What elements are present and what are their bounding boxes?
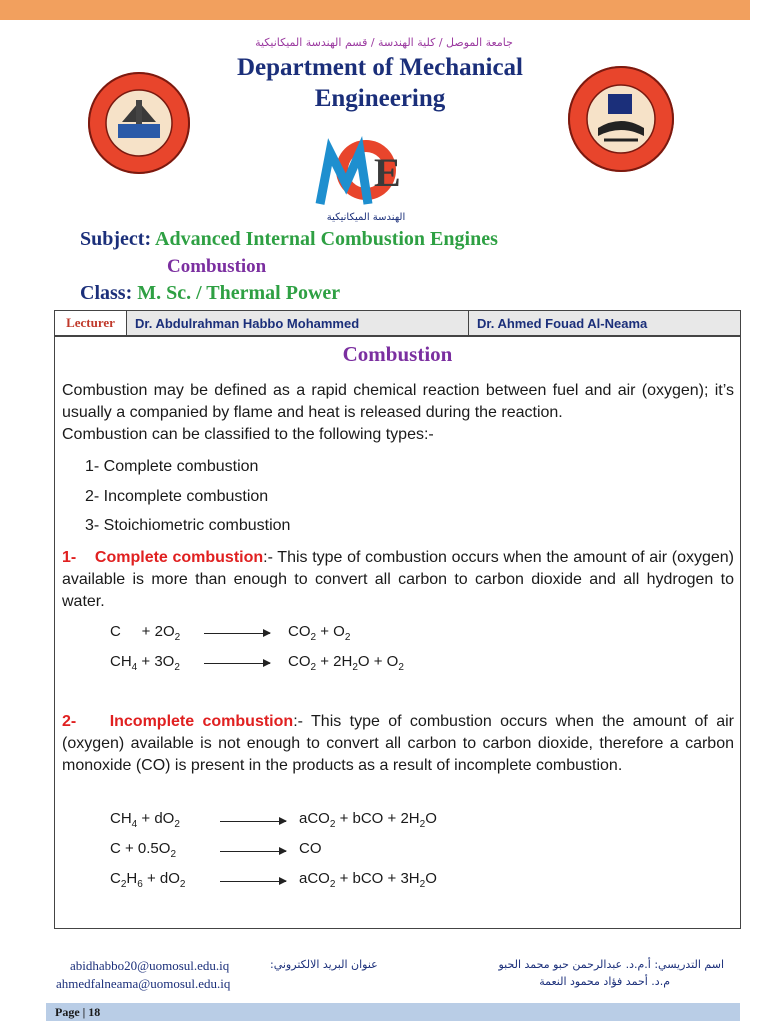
type-item-2: 2- Incomplete combustion [85,488,269,505]
arabic-breadcrumb: جامعة الموصل / كلية الهندسة / قسم الهندسة الميكانيكية [255,36,513,49]
reaction-arrow [220,851,286,852]
reaction-arrow [204,663,270,664]
lecturer-name-2: Dr. Ahmed Fouad Al-Neama [469,311,740,335]
section-1-text: :- This type of combustion occurs when the amount of air (oxygen) available is more than enough to convert all carbon to carbon dioxide and all hydrogen to water. [62,549,735,610]
equation-3-rhs: aCO$_2$ + bCO + $2H_2O$ [299,810,437,830]
university-seal-left [88,72,190,174]
reaction-arrow [220,881,286,882]
email-1[interactable]: abidhabbo20@uomosul.edu.iq [70,958,230,973]
equation-1-lhs: C + $2O_2$ [110,623,181,643]
equation-5-lhs: $C_2H_6 + dO_2$ [110,870,186,890]
section-2-heading: Incomplete combustion [109,713,294,730]
section-incomplete [62,711,734,777]
subject-label: Subject: [80,228,152,250]
intro-paragraph: Combustion may be defined as a rapid chemical reaction between fuel and air (oxygen); it’s usually a companied by flame and heat is released during the reaction. [62,382,734,421]
equation-2-rhs: $CO_2 + 2H_2O + O_2$ [288,653,404,673]
top-accent-bar [0,0,750,20]
section-1-heading: Complete combustion [94,549,264,566]
email-2[interactable]: ahmedfalneama@uomosul.edu.iq [56,976,231,991]
reaction-arrow [204,633,270,634]
intro-paragraph-last: Combustion can be classified to the following types:- [62,426,434,443]
arabic-lecturer-2: م.د. أحمد فؤاد محمود النعمة [539,975,670,988]
department-title: Department of Mechanical Engineering [236,54,524,112]
lecturer-table [54,310,741,336]
equation-4-lhs: $C + 0.5O_2$ [110,840,177,860]
equation-3-lhs: $CH_4 + dO_2$ [110,810,180,830]
type-item-1: 1- Complete combustion [85,458,259,475]
department-logo [312,124,420,224]
svg-text:E: E [374,150,401,195]
equation-1-rhs: $CO_2 + O_2$ [288,623,351,643]
equation-2-lhs: $CH_4 + 3O_2$ [110,653,180,673]
section-1-number: 1- [62,549,77,566]
content-title: Combustion [342,342,453,366]
class-line [80,282,340,305]
subject-topic: Combustion [167,256,267,277]
section-complete [62,547,734,613]
type-item-3: 3- Stoichiometric combustion [85,517,291,534]
equation-4-rhs: CO [299,840,322,857]
arabic-lecturer-1: اسم التدريسي: أ.م.د. عبدالرحمن حبو محمد الحبو [498,958,724,971]
equation-5-rhs: aCO$_2$ + bCO + $3H_2O$ [299,870,437,890]
reaction-arrow [220,821,286,822]
class-label: Class: [80,282,133,304]
subject-line [80,228,498,251]
subject-value: Advanced Internal Combustion Engines [155,228,498,250]
arabic-email-label: عنوان البريد الالكتروني: [270,958,378,971]
section-2-text: :- This type of combustion occurs when the amount of air (oxygen) available is not enough to convert all carbon to carbon dioxide, therefore a carbon monoxide (CO) is present in the products as a result of incomplete combustion. [62,713,735,774]
page-number: Page | 18 [55,1005,101,1019]
bottom-accent-bar [46,1003,740,1021]
class-value: M. Sc. / Thermal Power [137,282,341,304]
university-seal-right [568,66,674,172]
svg-text:الهندسة الميكانيكية: الهندسة الميكانيكية [326,212,406,223]
lecturer-label: Lecturer [55,311,127,335]
lecturer-name-1: Dr. Abdulrahman Habbo Mohammed [127,311,469,335]
section-2-number: 2- [62,713,77,730]
